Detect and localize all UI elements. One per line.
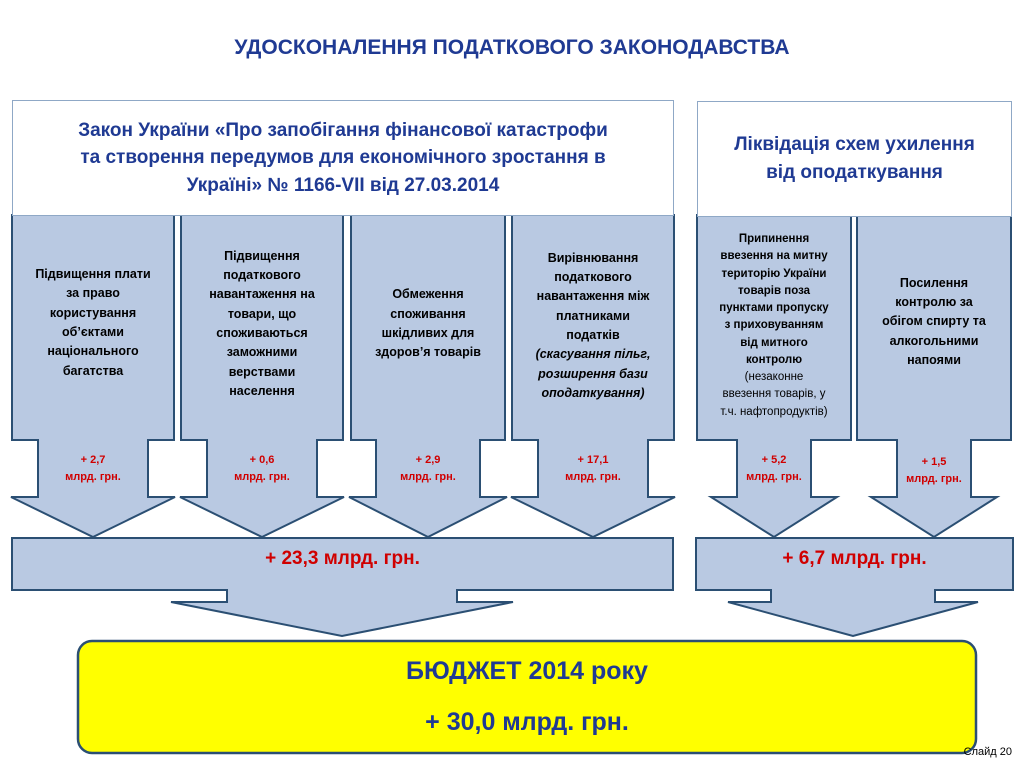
measure-4-italic-line: оподаткування) — [541, 386, 645, 401]
measure-6-line: алкогольними — [889, 333, 979, 348]
measure-6-amount — [897, 454, 971, 487]
measure-2-amount — [207, 452, 317, 485]
measure-4-line: податкового — [554, 269, 632, 284]
amount-value: + 17,1 — [577, 454, 609, 466]
sum-left: + 23,3 млрд. грн. — [265, 548, 420, 569]
amount-unit: млрд. грн. — [746, 470, 802, 483]
measure-5-note-line: ввезення товарів, у — [722, 388, 826, 401]
measure-5-line: від митного — [740, 336, 808, 349]
amount-unit: млрд. грн. — [906, 472, 962, 485]
amount-value: + 5,2 — [761, 454, 787, 466]
measure-2-line: верствами — [228, 364, 296, 379]
measure-3-amount — [376, 452, 480, 485]
amount-value: + 2,7 — [80, 454, 106, 466]
measure-1-line: об’єктами — [62, 325, 124, 339]
amount-value: + 1,5 — [921, 456, 947, 468]
measure-3-line: здоров’я товарів — [375, 345, 481, 360]
measure-5-line: товарів поза — [737, 284, 811, 297]
law-box — [12, 100, 674, 216]
measure-3-line: Обмеження — [392, 287, 464, 302]
law-line-1: Закон України «Про запобігання фінансової катастрофи — [78, 119, 608, 141]
measure-2-line: населення — [229, 384, 295, 399]
measure-2-line: заможними — [226, 345, 298, 360]
measure-2-line: навантаження на — [209, 287, 315, 302]
amount-value: + 2,9 — [415, 454, 441, 466]
measure-1-line: багатства — [62, 363, 124, 378]
measure-6-line: Посилення — [899, 275, 969, 290]
measure-2-line: податкового — [223, 267, 301, 282]
measure-5-note-line: (незаконне — [744, 371, 804, 384]
measure-card-6 — [857, 216, 1011, 440]
measure-card-5 — [697, 216, 851, 440]
measure-5-line: з приховуванням — [724, 319, 824, 332]
amount-unit: млрд. грн. — [65, 470, 121, 483]
evasion-line-1: Ліквідація схем ухилення — [734, 134, 975, 156]
measure-1-line: національного — [47, 344, 139, 359]
measure-card-3 — [351, 216, 505, 440]
amount-unit: млрд. грн. — [565, 470, 621, 483]
measure-card-4 — [512, 216, 674, 440]
measure-3-line: шкідливих для — [381, 326, 475, 340]
measure-4-line: платниками — [556, 308, 630, 323]
measure-6-line: контролю за — [895, 294, 973, 309]
measure-1-amount — [38, 452, 148, 485]
evasion-box — [697, 101, 1012, 217]
law-line-2: та створення передумов для економічного зростання в — [80, 147, 606, 169]
measure-1-line: користування — [49, 305, 137, 320]
measure-2-line: товари, що — [227, 306, 297, 321]
measure-5-line: контролю — [745, 353, 803, 366]
measure-2-line: споживаються — [216, 326, 308, 340]
measure-6-line: напоями — [907, 353, 961, 368]
measure-4-italic-line: (скасування пільг, — [535, 347, 651, 362]
measure-4-amount — [538, 452, 648, 485]
measure-3-line: споживання — [390, 306, 466, 321]
amount-value: + 0,6 — [249, 454, 275, 466]
sum-right: + 6,7 млрд. грн. — [782, 548, 927, 569]
measure-4-italic-line: розширення бази — [538, 366, 648, 381]
measure-4-line: Вирівнювання — [547, 250, 639, 265]
amount-unit: млрд. грн. — [234, 470, 290, 483]
measure-5-line: територію України — [721, 267, 827, 280]
budget-content — [78, 641, 976, 753]
measure-card-2 — [181, 216, 343, 440]
page-title: УДОСКОНАЛЕННЯ ПОДАТКОВОГО ЗАКОНОДАВСТВА — [234, 36, 790, 59]
measure-5-line: пунктами пропуску — [719, 302, 829, 315]
measure-2-line: Підвищення — [224, 248, 300, 263]
law-line-3: Україні» № 1166-VII від 27.03.2014 — [186, 174, 500, 196]
amount-unit: млрд. грн. — [400, 470, 456, 483]
slide-number: Слайд 20 — [963, 746, 1012, 758]
measure-1-line: Підвищення плати — [35, 266, 151, 281]
measure-4-line: навантаження між — [536, 289, 650, 304]
measure-4-line: податків — [566, 328, 620, 342]
evasion-line-2: від оподаткування — [766, 162, 943, 183]
measure-6-line: обігом спирту та — [882, 314, 986, 329]
measure-5-amount — [737, 452, 811, 485]
budget-title: БЮДЖЕТ 2014 року — [406, 656, 648, 685]
measure-5-line: Припинення — [738, 233, 810, 246]
measure-5-line: ввезення на митну — [720, 250, 828, 263]
measure-card-1 — [12, 216, 174, 440]
measure-1-line: за право — [66, 286, 120, 301]
measure-5-note-line: т.ч. нафтопродуктів) — [720, 405, 828, 418]
budget-amount: + 30,0 млрд. грн. — [425, 708, 629, 736]
